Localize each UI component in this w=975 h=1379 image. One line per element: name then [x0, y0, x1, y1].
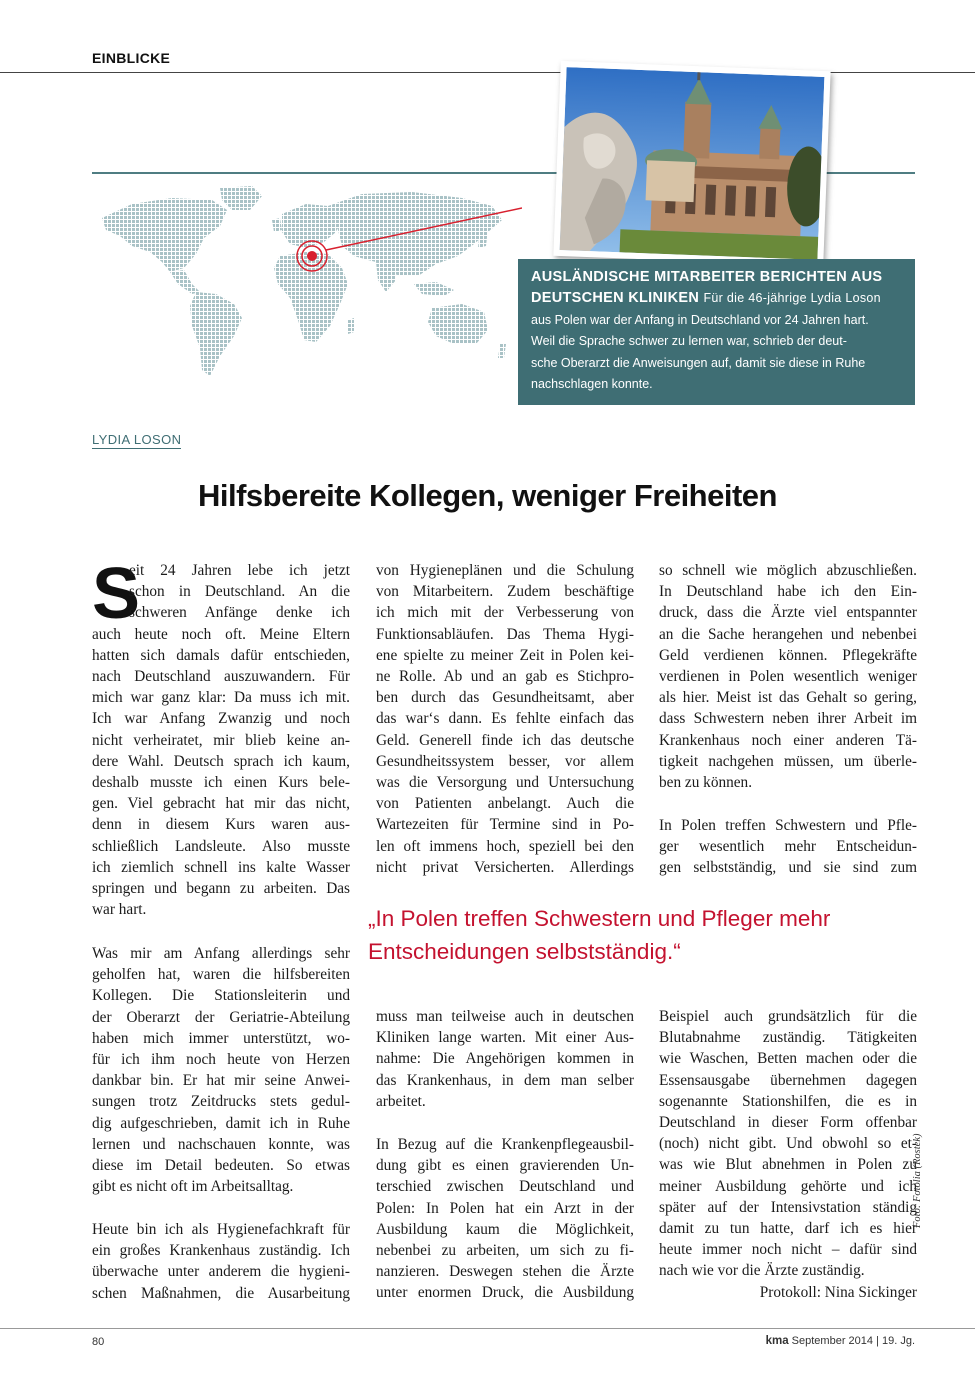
- column-3-top-p1: [659, 560, 917, 793]
- text-line: schließlich Landsleute. Also musste: [92, 837, 350, 855]
- text-line: druck, dass die Ärzte viel entspannter: [659, 604, 917, 622]
- column-1-p3: [92, 1219, 350, 1304]
- text-line: Heute bin ich als Hygienefachkraft für: [92, 1221, 350, 1238]
- caption-line: sche Oberarzt die Anweisungen auf, damit sie diese in Ruhe: [531, 355, 866, 370]
- pull-quote: [368, 902, 830, 968]
- text-line: Polen: In Polen hat ein Arzt in der: [376, 1199, 634, 1217]
- text-line: als hier. Meist ist das Gehalt so gering,: [659, 689, 917, 707]
- text-line: muss man teilweise auch in deutschen: [376, 1008, 634, 1025]
- text-line: Kollegen. Die Stationsleiterin und: [92, 987, 350, 1005]
- text-line: auch heute noch oft. Meine Eltern: [92, 625, 350, 643]
- text-line: das Krankenhaus, in dem man selber: [376, 1071, 634, 1089]
- text-line: damit zu tun hatte, darf ich es hier: [659, 1220, 917, 1238]
- pull-quote-line: „In Polen treffen Schwestern und Pfleger mehr: [368, 906, 831, 931]
- photo-caption: [518, 259, 915, 405]
- text-line: schon in Deutschland. An die: [129, 583, 350, 601]
- world-map: [92, 180, 522, 380]
- text-line: für ich ihm noch heute von Herzen: [92, 1051, 350, 1069]
- text-line: überwache unter anderem die hygieni-: [92, 1263, 350, 1281]
- text-line: diese im Detail bedeuten. So etwas: [92, 1157, 350, 1175]
- column-3-bottom: [659, 1006, 917, 1282]
- text-line: heute immer noch nicht – dafür sind: [659, 1241, 917, 1259]
- caption-line: Weil die Sprache schwer zu lernen war, schrieb der deut-: [531, 334, 847, 348]
- text-line: sogenannte Stationshilfen, die es in: [659, 1092, 917, 1110]
- column-2-top: [376, 560, 634, 878]
- protocol-credit: Protokoll: Nina Sickinger: [759, 1284, 917, 1301]
- text-line: das war‘s dann. Es fehlte einfach das: [376, 710, 634, 728]
- text-line: terschied zwischen Deutschland und: [376, 1178, 634, 1196]
- section-label: EINBLICKE: [92, 50, 171, 66]
- brand-logo: kma: [765, 1335, 789, 1347]
- location-marker: [297, 241, 327, 271]
- text-line: nebenbei zu arbeiten, um sich zu fi-: [376, 1242, 634, 1260]
- text-line: Gesundheitssystem besser, vor allem: [376, 752, 634, 770]
- column-3-top-p2: [659, 815, 917, 879]
- caption-line: nachschlagen konnte.: [531, 377, 653, 391]
- text-line: Deutschland in dieser Form offenbar: [659, 1114, 917, 1132]
- bottom-rule: [0, 1328, 975, 1329]
- text-line: der Oberarzt der Geriatrie-Abteilung: [92, 1008, 350, 1026]
- text-line: ein großes Krankenhaus zuständig. Ich: [92, 1242, 350, 1260]
- caption-line: Für die 46-jährige Lydia Loson: [703, 291, 881, 305]
- caption-line: aus Polen war der Anfang in Deutschland vor 24 Jahren hart.: [531, 312, 869, 327]
- text-line: ger wesentlich mehr Entscheidun-: [659, 838, 917, 856]
- text-line: gibt es nicht oft im Arbeitsalltag.: [92, 1178, 294, 1196]
- text-line: Krankenhaus noch einer anderen Tä-: [659, 731, 917, 749]
- caption-heading-line: DEUTSCHEN KLINIKEN: [531, 290, 700, 306]
- text-line: nach Deutschland auszuwandern. Für: [92, 668, 350, 686]
- text-line: Geld verdienen können. Pflegekräfte: [659, 646, 917, 664]
- column-1-p2: [92, 943, 350, 1197]
- text-line: sungen trotz Zeitdrucks stets gedul-: [92, 1093, 350, 1111]
- text-line: dankbar bin. Er hat mir seine Anwei-: [92, 1072, 350, 1090]
- text-line: nicht privat Versicherten. Allerdings: [376, 858, 634, 876]
- text-line: Funktionsabläufen. Das Thema Hygi-: [376, 625, 634, 643]
- text-line: schweren Anfänge denke ich: [129, 604, 350, 622]
- page-number: 80: [92, 1336, 105, 1348]
- text-line: dere Wahl. Deutsch sprach ich kaum,: [92, 752, 350, 770]
- szczecin-photo: [553, 61, 830, 266]
- text-line: hatten sich damals dafür entschieden,: [92, 646, 350, 664]
- text-line: später auf der Intensivstation ständig: [659, 1198, 917, 1216]
- photo-credit: Foto: Fotolia (Rostek): [912, 1133, 923, 1228]
- text-line: Geld. Generell finde ich das deutsche: [376, 731, 634, 749]
- text-line: dig aufgeschrieben, damit ich in Ruhe: [92, 1114, 350, 1132]
- drop-cap: S: [92, 554, 141, 634]
- footer-issue: [766, 1335, 915, 1347]
- text-line: ne Rolle. Ab und an gab es Stichpro-: [376, 668, 634, 686]
- text-line: schen Maßnahmen, die Ausarbeitung: [92, 1284, 350, 1302]
- text-line: denn in diesem Kurs waren aus-: [92, 816, 350, 834]
- text-line: unter enormen Druck, die Ausbildung: [376, 1284, 634, 1302]
- text-line: Ausbildung kaum die Möglichkeit,: [376, 1220, 634, 1238]
- text-line: eit 24 Jahren lebe ich jetzt: [129, 562, 350, 579]
- text-line: ben zu können.: [659, 774, 753, 792]
- text-line: dung gibt es einen gravierenden Un-: [376, 1157, 634, 1175]
- text-line: was wie Blut abnehmen in Polen zu: [659, 1156, 917, 1174]
- text-line: Wartezeiten für Termine sind in Po-: [376, 816, 634, 834]
- text-line: von Hygieneplänen und die Schulung: [376, 562, 634, 579]
- headline: Hilfsbereite Kollegen, weniger Freiheiten: [198, 478, 777, 513]
- text-line: verdienen in Polen wesentlich weniger: [659, 668, 917, 686]
- text-line: ich ziemlich schnell ins kalte Wasser: [92, 858, 350, 876]
- author-label: LYDIA LOSON: [92, 432, 182, 447]
- text-line: so schnell wie möglich abzuschließen.: [659, 562, 917, 579]
- text-line: Ich war Anfang Zwanzig und noch: [92, 710, 350, 728]
- text-line: ich mich mit der Verbesserung von: [376, 604, 634, 622]
- text-line: ene spielte zu meiner Zeit in Polen kei-: [376, 646, 634, 664]
- text-line: Was mir am Anfang allerdings sehr: [92, 945, 350, 962]
- issue-date: September 2014 | 19. Jg.: [791, 1335, 915, 1347]
- text-line: haben mich immer unterstützt, wo-: [92, 1029, 350, 1047]
- text-line: lernen und nachschauen konnte, was: [92, 1135, 350, 1153]
- text-line: nahme: Die Angehörigen kommen in: [376, 1050, 634, 1068]
- text-line: von Patienten anbelangt. Auch die: [376, 795, 634, 813]
- text-line: Kliniken lange warten. Mit einer Aus-: [376, 1029, 634, 1047]
- text-line: wie Waschen, Betten machen oder die: [659, 1050, 917, 1068]
- text-line: geholfen hat, waren die hilfsbereiten: [92, 966, 350, 984]
- column-1-top: [92, 554, 350, 920]
- text-line: (noch) nicht gibt. Und obwohl so et-: [659, 1135, 917, 1153]
- text-line: an die Sache herangehen und nebenbei: [659, 625, 917, 643]
- text-line: In Polen treffen Schwestern und Pfle-: [659, 817, 917, 834]
- text-line: springen und begann zu arbeiten. Das: [92, 880, 350, 898]
- column-2-bottom-p1: [376, 1006, 634, 1112]
- text-line: nach wie vor die Ärzte zuständig.: [659, 1262, 865, 1280]
- text-line: von Mitarbeitern. Zudem beschäftige: [376, 583, 634, 601]
- text-line: was die Versorgung und Untersuchung: [376, 774, 634, 792]
- text-line: len oft immens hoch, speziell bei den: [376, 837, 634, 855]
- text-line: Beispiel auch grundsätzlich für die: [659, 1008, 917, 1025]
- text-line: deshalb musste ich einen Kurs bele-: [92, 774, 350, 792]
- text-line: war hart.: [92, 901, 147, 919]
- text-line: dass Schwestern neben ihrer Arbeit im: [659, 710, 917, 728]
- text-line: tigkeit nachgehen müssen, um überle-: [659, 752, 917, 770]
- text-line: meiner Ausbildung gehörte und ich: [659, 1177, 917, 1195]
- text-line: gen. Viel gebracht hat mir das nicht,: [92, 795, 350, 813]
- caption-heading-line: AUSLÄNDISCHE MITARBEITER BERICHTEN AUS: [531, 269, 883, 285]
- text-line: arbeitet.: [376, 1092, 426, 1110]
- text-line: In Deutschland habe ich den Ein-: [659, 583, 917, 601]
- text-line: Blutabnahme zuständig. Tätigkeiten: [659, 1029, 917, 1047]
- text-line: In Bezug auf die Krankenpflegeausbil-: [376, 1136, 634, 1153]
- text-line: gen selbstständig, und sie sind zum: [659, 859, 917, 877]
- text-line: Essensausgabe übernehmen dagegen: [659, 1071, 917, 1089]
- text-line: mich war ganz klar: Da muss ich mit.: [92, 689, 350, 707]
- text-line: nicht verheiratet, mir blieb keine an-: [92, 731, 350, 749]
- column-2-bottom-p2: [376, 1134, 634, 1304]
- pull-quote-line: Entscheidungen selbstständig.“: [368, 939, 681, 964]
- text-line: ben durch das Gesundheitsamt, aber: [376, 689, 634, 707]
- text-line: nanzieren. Deswegen stehen die Ärzte: [376, 1263, 634, 1281]
